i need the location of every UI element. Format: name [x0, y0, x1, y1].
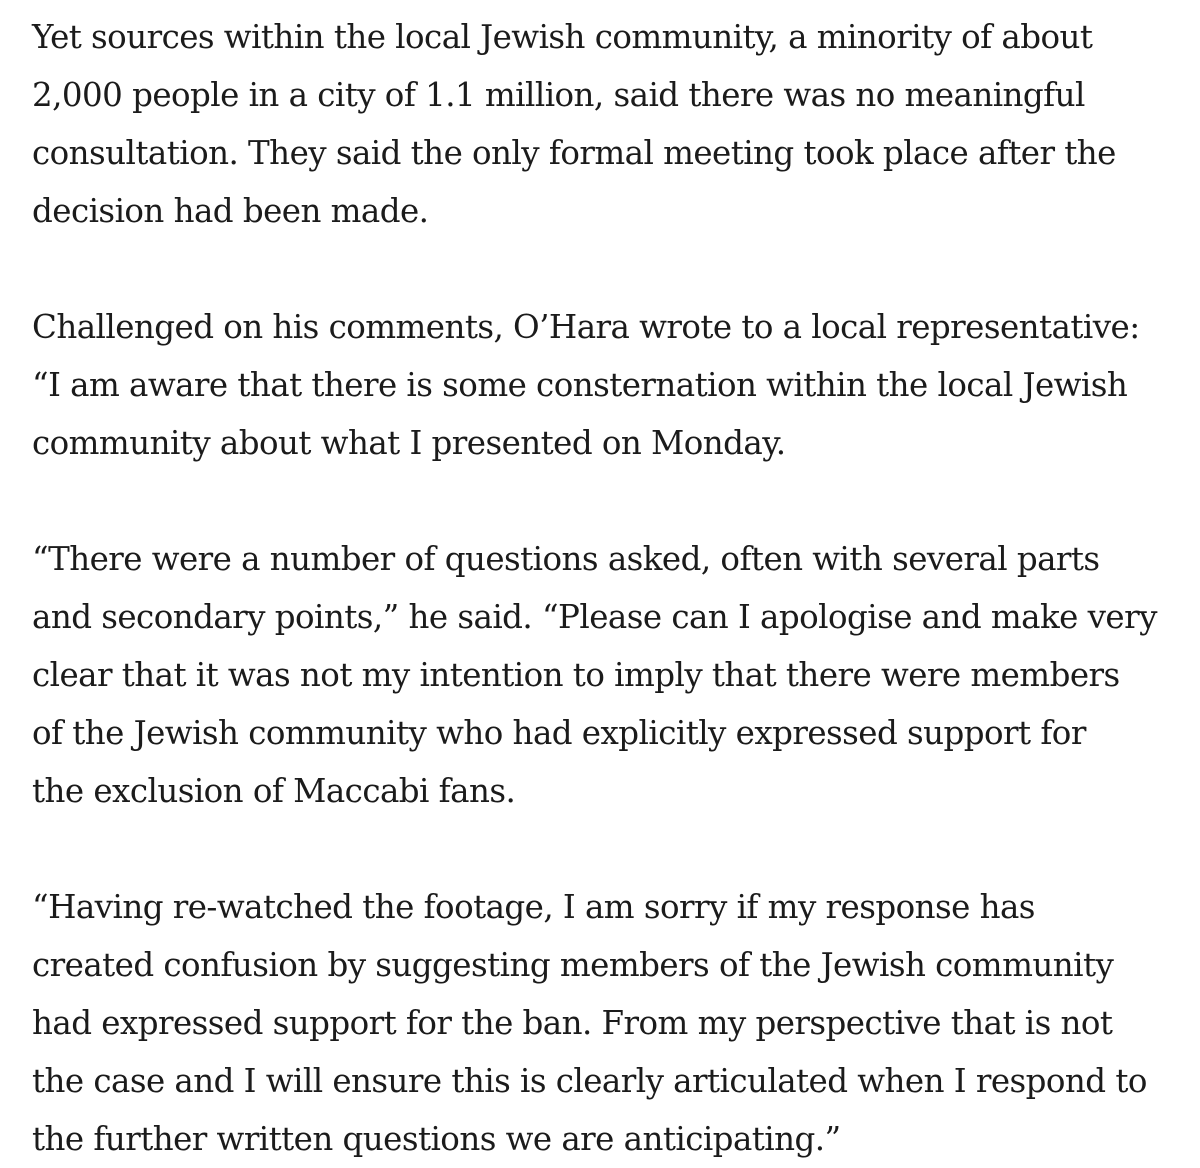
text-line: “Having re-watched the footage, I am sorry if my response has	[32, 888, 1035, 926]
text-line: consultation. They said the only formal meeting took place after the	[32, 134, 1116, 172]
text-line: community about what I presented on Monday.	[32, 424, 786, 462]
text-line: and secondary points,” he said. “Please can I apologise and make very	[32, 598, 1157, 636]
paragraph-apology-quote	[32, 530, 1182, 820]
text-line: Challenged on his comments, O’Hara wrote to a local representative:	[32, 308, 1140, 346]
text-line: created confusion by suggesting members of the Jewish community	[32, 946, 1114, 984]
text-line: of the Jewish community who had explicitly expressed support for	[32, 714, 1086, 752]
paragraph-consultation	[32, 8, 1182, 240]
text-line: “There were a number of questions asked, often with several parts	[32, 540, 1100, 578]
text-line: had expressed support for the ban. From my perspective that is not	[32, 1004, 1113, 1042]
text-line: decision had been made.	[32, 192, 429, 230]
text-line: the exclusion of Maccabi fans.	[32, 772, 516, 810]
text-line: 2,000 people in a city of 1.1 million, said there was no meaningful	[32, 76, 1085, 114]
text-line: clear that it was not my intention to imply that there were members	[32, 656, 1120, 694]
article-body	[32, 8, 1182, 1168]
paragraph-challenged	[32, 298, 1182, 472]
text-line: the further written questions we are anticipating.”	[32, 1120, 841, 1158]
paragraph-footage-quote	[32, 878, 1182, 1168]
text-line: Yet sources within the local Jewish community, a minority of about	[32, 18, 1093, 56]
text-line: the case and I will ensure this is clearly articulated when I respond to	[32, 1062, 1147, 1100]
text-line: “I am aware that there is some consternation within the local Jewish	[32, 366, 1128, 404]
